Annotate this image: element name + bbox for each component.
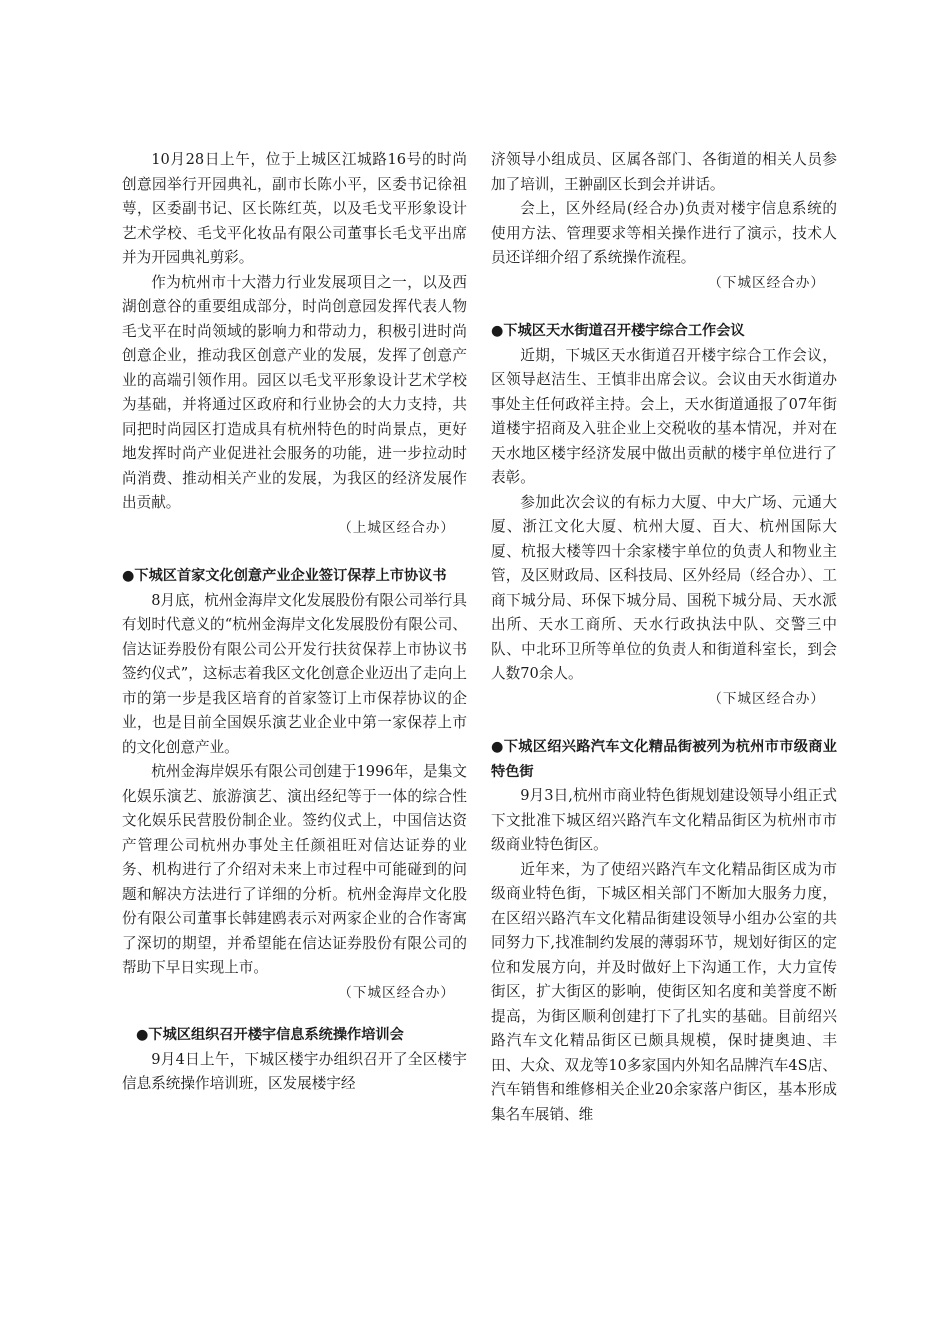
article3-source: （下城区经合办） xyxy=(708,274,825,291)
left-column xyxy=(122,148,467,1097)
article4-title: ●下城区天水街道召开楼宇综合工作会议 xyxy=(491,323,745,339)
spacer xyxy=(491,295,837,319)
article2-source: （下城区经合办） xyxy=(338,984,455,1001)
spacer xyxy=(122,540,467,564)
article1-paragraph-2: 作为杭州市十大潜力行业发展项目之一，以及西湖创意谷的重要组成部分，时尚创意园发挥代表人物毛戈平在时尚领域的影响力和带动力，积极引进时尚创意企业，推动我区创意产业的发展，发挥了创意产业的高端引领作用。园区以毛戈平形象设计艺术学校为基础，并将通过区政府和行业协会的大力支持，共同把时尚园区打造成具有杭州特色的时尚景点，更好地发挥时尚产业促进社会服务的功能，进一步拉动时尚消费、推动相关产业的发展，为我区的经济发展作出贡献。 xyxy=(122,273,467,511)
right-column xyxy=(491,148,837,1127)
spacer xyxy=(122,1005,467,1023)
article4-paragraph-2: 参加此次会议的有标力大厦、中大广场、元通大厦、浙江文化大厦、杭州大厦、百大、杭州国际大厦、杭报大楼等四十余家楼宇单位的负责人和物业主管，及区财政局、区科技局、区外经局（经合办）、工商下城分局、环保下城分局、国税下城分局、天水派出所、天水工商所、天水行政执法中队、交警三中队、中北环卫所等单位的负责人和街道科室长，到会人数70余人。 xyxy=(491,493,837,682)
article2-title: ●下城区首家文化创意产业企业签订保荐上市协议书 xyxy=(122,568,447,584)
article4-paragraph-1: 近期，下城区天水街道召开楼宇综合工作会议，区领导赵洁生、王慎非出席会议。会议由天水街道办事处主任何政祥主持。会上，天水街道通报了07年街道楼宇招商及入驻企业上交税收的基本情况，并对在天水地区楼宇经济发展中做出贡献的楼宇单位进行了表彰。 xyxy=(491,346,837,486)
article5-paragraph-2: 近年来，为了使绍兴路汽车文化精品街区成为市级商业特色街，下城区相关部门不断加大服务力度，在区绍兴路汽车文化精品街建设领导小组办公室的共同努力下,找准制约发展的薄弱环节，规划好街区的定位和发展方向，并及时做好上下沟通工作，大力宣传街区，扩大街区的影响，使街区知名度和美誉度不断提高，为街区顺利创建打下了扎实的基础。目前绍兴路汽车文化精品街区已颇具规模，保时捷奥迪、丰田、大众、双龙等10多家国内外知名品牌汽车4S店、汽车销售和维修相关企业20余家落户街区，基本形成集名车展销、维 xyxy=(491,860,837,1123)
article1-paragraph-1: 10月28日上午，位于上城区江城路16号的时尚创意园举行开园典礼，副市长陈小平，区委书记徐祖萼，区委副书记、区长陈红英，以及毛戈平形象设计艺术学校、毛戈平化妆品有限公司董事长毛戈平出席并为开园典礼剪彩。 xyxy=(122,151,467,266)
spacer xyxy=(491,711,837,735)
article5-paragraph-1: 9月3日,杭州市商业特色街规划建设领导小组正式下文批准下城区绍兴路汽车文化精品街区为杭州市市级商业特色街区。 xyxy=(491,787,837,853)
article3-continuation: 济领导小组成员、区属各部门、各街道的相关人员参加了培训，王翀副区长到会并讲话。 xyxy=(491,151,837,193)
article5-title: ●下城区绍兴路汽车文化精品街被列为杭州市市级商业特色街 xyxy=(491,739,837,780)
article3-paragraph-2: 会上，区外经局(经合办)负责对楼宇信息系统的使用方法、管理要求等相关操作进行了演示，技术人员还详细介绍了系统操作流程。 xyxy=(491,200,837,266)
article3-paragraph-1: 9月4日上午，下城区楼宇办组织召开了全区楼宇信息系统操作培训班，区发展楼宇经 xyxy=(122,1050,467,1092)
article2-paragraph-1: 8月底，杭州金海岸文化发展股份有限公司举行具有划时代意义的“杭州金海岸文化发展股份有限公司、信达证券股份有限公司公开发行扶贫保荐上市协议书签约仪式”，这标志着我区文化创意企业迈出了走向上市的第一步是我区培育的首家签订上市保荐协议的企业，也是目前全国娱乐演艺业企业中第一家保荐上市的文化创意产业。 xyxy=(122,591,467,756)
article1-source: （上城区经合办） xyxy=(338,519,455,536)
article3-title: ●下城区组织召开楼宇信息系统操作培训会 xyxy=(136,1027,404,1043)
article2-paragraph-2: 杭州金海岸娱乐有限公司创建于1996年，是集文化娱乐演艺、旅游演艺、演出经纪等于一体的综合性文化娱乐民营股份制企业。签约仪式上，中国信达资产管理公司杭州办事处主任颜祖旺对信达证券的业务、机构进行了介绍对未来上市过程中可能碰到的问题和解决方法进行了详细的分析。杭州金海岸文化股份有限公司董事长韩建鸥表示对两家企业的合作寄寓了深切的期望，并希望能在信达证券股份有限公司的帮助下早日实现上市。 xyxy=(122,763,467,976)
article4-source: （下城区经合办） xyxy=(708,690,825,707)
